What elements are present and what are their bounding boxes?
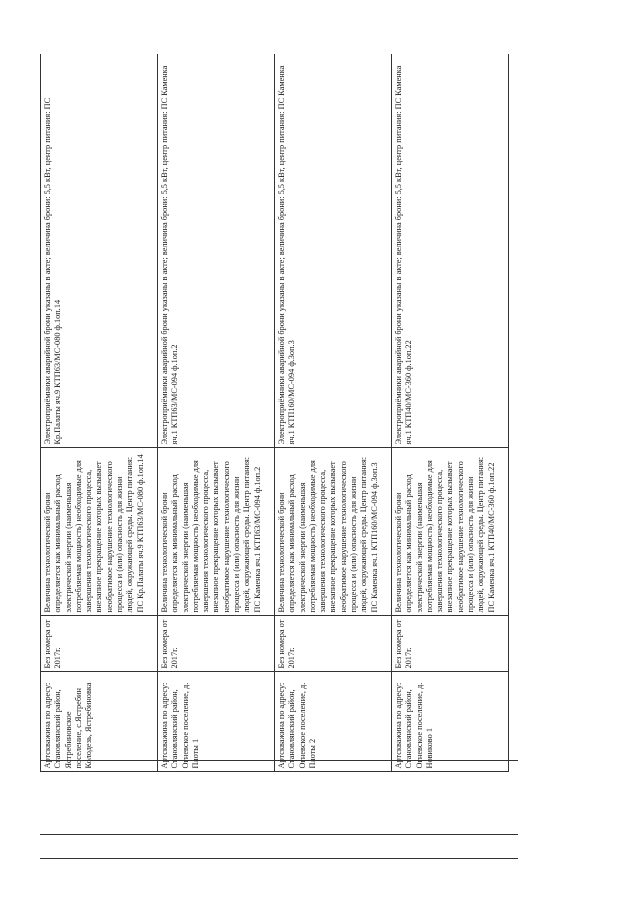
number-cell: Без номера от 2017г.: [158, 616, 275, 672]
divider-line: [40, 834, 518, 835]
object-cell: Артскважина по адресу: Становлянский район, Огневское поселение, д. Плоты 2: [275, 672, 392, 772]
justification-cell: Величина технологической брони определяется как минимальный расход электрической энергии (наименьшая потребляемая мощность) необходимые для завершения технологического процесса, внезапное прекращение которых вызывает необратимое нарушение технологического процесса и (или) опасность для жизни людей, окружающей среды. Центр питания: ПС Каменка яч.1 КТП160/МС-094 ф.3оп.3: [275, 448, 392, 616]
object-cell: Артскважина по адресу: Становлянский район, Огневское поселение, д. Новиково 1: [392, 672, 509, 772]
number-cell: Без номера от 2017г.: [392, 616, 509, 672]
empty-cell: [41, 772, 158, 864]
empty-cell: [392, 772, 509, 864]
object-cell: Артскважина по адресу: Становлянский район, Ястребиновское поселение, с.Ястребин Колодезь, Ястребиновка: [41, 672, 158, 772]
divider-line: [40, 760, 518, 761]
rotated-page: [40, 54, 520, 864]
empty-cell: [275, 772, 392, 864]
divider-line: [40, 858, 518, 859]
number-cell: Без номера от 2017г.: [275, 616, 392, 672]
justification-cell: Величина технологической брони определяется как минимальный расход электрической энергии (наименьшая потребляемая мощность) необходимые для завершения технологического процесса, внезапное прекращение которых вызывает необратимое нарушение технологического процесса и (или) опасность для жизни людей, окружающей среды. Центр питания: ПС Кр.Палаты яч.9 КТП63/МС-080 ф.1оп.14: [41, 448, 158, 616]
empty-cell: [158, 772, 275, 864]
table-row: [158, 54, 275, 864]
table-row: [275, 54, 392, 864]
emergency-reserve-table: [40, 54, 509, 864]
value-cell: Электроприёмники аварийной брони указаны в акте; величина брони: 5,5 кВт, центр питания: ПС Каменка яч.1 КТП40/МС-360 ф.1оп.22: [392, 54, 509, 448]
table-row: [41, 54, 158, 864]
object-cell: Артскважина по адресу: Становлянский район, Огневское поселение, д. Плоты 1: [158, 672, 275, 772]
justification-cell: Величина технологической брони определяется как минимальный расход электрической энергии (наименьшая потребляемая мощность) необходимые для завершения технологического процесса, внезапное прекращение которых вызывает необратимое нарушение технологического процесса и (или) опасность для жизни людей, окружающей среды. Центр питания: ПС Каменка яч.1 КТП40/МС-360 ф.1оп.22: [392, 448, 509, 616]
number-cell: Без номера от 2017г.: [41, 616, 158, 672]
justification-cell: Величина технологической брони определяется как минимальный расход электрической энергии (наименьшая потребляемая мощность) необходимые для завершения технологического процесса, внезапное прекращение которых вызывает необратимое нарушение технологического процесса и (или) опасность для жизни людей, окружающей среды. Центр питания: ПС Каменка яч.1 КТП63/МС-094 ф.1оп.2: [158, 448, 275, 616]
value-cell: Электроприёмники аварийной брони указаны в акте; величина брони: 5,5 кВт, центр питания: ПС Каменка яч.1 КТП160/МС-094 ф.3оп.3: [275, 54, 392, 448]
value-cell: Электроприёмники аварийной брони указаны в акте; величина брони: 5,5 кВт, центр питания: ПС Кр.Палаты яч.9 КТП63/МС-080 ф.1оп.14: [41, 54, 158, 448]
table-row: [392, 54, 509, 864]
value-cell: Электроприёмники аварийной брони указаны в акте; величина брони: 5,5 кВт, центр питания: ПС Каменка яч.1 КТП63/МС-094 ф.1оп.2: [158, 54, 275, 448]
rotated-table-container: [40, 54, 520, 864]
